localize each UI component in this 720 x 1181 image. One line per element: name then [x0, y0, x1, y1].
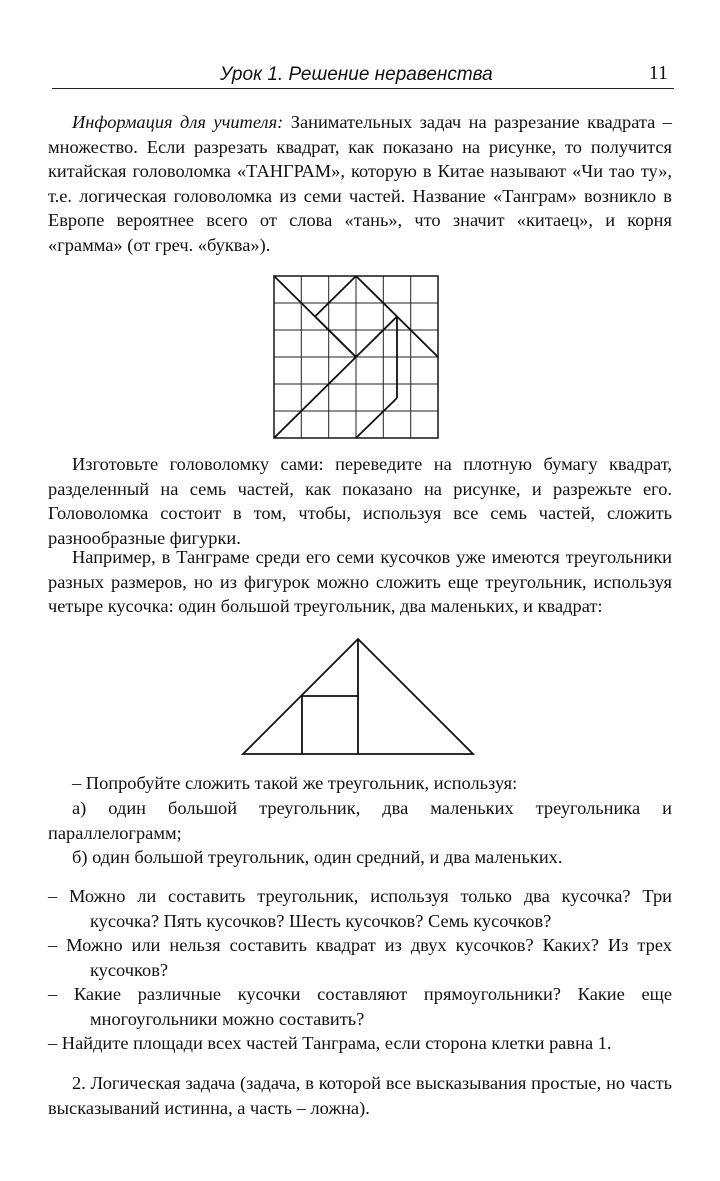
question-3: – Какие различные кусочки составляют прямоугольники? Какие еще многоугольники можно составить? [48, 984, 672, 1029]
question-2: – Можно или нельзя составить квадрат из двух кусочков? Каких? Из трех кусочков? [48, 935, 672, 980]
example-paragraph: Например, в Танграме среди его семи кусочков уже имеются треугольники разных размеров, но из фигурок можно сложить еще треугольник, используя четыре кусочка: один большой треугольник, два маленьких, и квадрат: [48, 547, 672, 617]
option-b-paragraph: б) один большой треугольник, один средний, и два маленьких. [72, 847, 563, 867]
teacher-info-text: Занимательных задач на разрезание квадрата – множество. Если разрезать квадрат, как показано на рисунке, то получится китайская головоломка «ТАНГРАМ», которую в Китае называют «Чи тао ту», т.е. логическая головоломка из семи частей. Название «Танграм» возникло в Европе вероятнее всего от слова «тань», что значит «китаец», и корня «грамма» (от греч. «буква»). [48, 112, 672, 255]
option-a-paragraph: а) один большой треугольник, два маленьких треугольника и параллелограмм; [48, 798, 672, 843]
teacher-info-paragraph [48, 110, 672, 258]
teacher-info-lead: Информация для учителя: [72, 112, 284, 132]
triangle-figure [240, 636, 478, 758]
task-2-paragraph: 2. Логическая задача (задача, в которой все высказывания простые, но часть высказываний истинна, а часть – ложна). [48, 1073, 672, 1118]
make-puzzle-paragraph: Изготовьте головоломку сами: переведите на плотную бумагу квадрат, разделенный на семь частей, как показано на рисунке, и разрежьте его. Головоломка состоит в том, чтобы, используя все семь частей, сложить разнообразные фигурки. [48, 454, 672, 548]
try-paragraph: – Попробуйте сложить такой же треугольник, используя: [72, 773, 518, 793]
page-number: 11 [648, 62, 668, 84]
header-title: Урок 1. Решение неравенства [220, 64, 493, 85]
question-4: – Найдите площади всех частей Танграма, если сторона клетки равна 1. [48, 1033, 612, 1053]
question-1: – Можно ли составить треугольник, используя только два кусочка? Три кусочка? Пять кусочков? Шесть кусочков? Семь кусочков? [48, 886, 672, 931]
running-header [52, 58, 674, 89]
tangram-grid-figure [272, 274, 440, 440]
